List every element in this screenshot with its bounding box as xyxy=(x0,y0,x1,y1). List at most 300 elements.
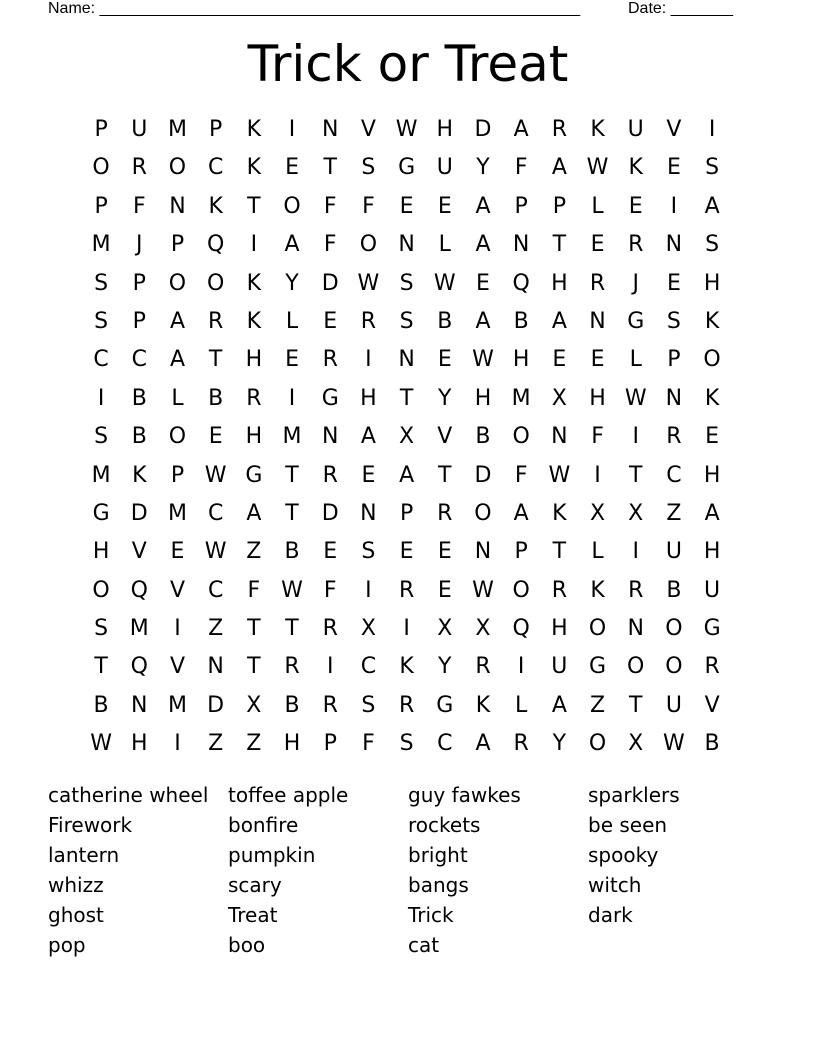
grid-letter: X xyxy=(399,424,415,450)
word-list-item: pumpkin xyxy=(228,843,316,867)
grid-letter: R xyxy=(208,308,224,334)
grid-row xyxy=(82,265,732,303)
grid-letter: W xyxy=(204,462,227,488)
grid-letter: O xyxy=(359,232,378,258)
grid-letter: T xyxy=(247,654,261,680)
word-list-item: scary xyxy=(228,873,282,897)
grid-letter: W xyxy=(586,155,609,181)
grid-letter: O xyxy=(665,616,683,642)
grid-letter: C xyxy=(437,731,453,757)
grid-row xyxy=(82,610,732,648)
word-list-item: boo xyxy=(228,933,266,957)
grid-letter: U xyxy=(665,539,682,565)
grid-letter: A xyxy=(551,308,567,334)
grid-letter: A xyxy=(704,193,720,219)
grid-letter: O xyxy=(703,347,721,373)
word-list-item: bright xyxy=(408,843,468,867)
grid-letter: Z xyxy=(246,539,262,565)
grid-letter: S xyxy=(94,424,109,450)
grid-letter: H xyxy=(283,731,301,757)
grid-letter: I xyxy=(97,385,105,411)
grid-letter: E xyxy=(437,347,452,373)
word-list-item: ghost xyxy=(48,903,104,927)
grid-letter: D xyxy=(474,117,492,142)
grid-letter: O xyxy=(168,270,187,296)
grid-letter: R xyxy=(322,462,338,488)
grid-letter: A xyxy=(246,500,262,526)
grid-letter: O xyxy=(512,577,530,603)
grid-letter: H xyxy=(512,347,530,373)
grid-letter: F xyxy=(247,577,261,603)
grid-letter: W xyxy=(395,117,418,142)
grid-letter: R xyxy=(398,577,415,603)
grid-letter: L xyxy=(515,692,528,718)
grid-letter: A xyxy=(513,117,529,142)
grid-letter: E xyxy=(590,347,605,373)
grid-letter: E xyxy=(437,193,452,219)
grid-letter: D xyxy=(321,270,339,296)
grid-letter: I xyxy=(708,117,716,142)
grid-row xyxy=(82,725,732,763)
grid-letter: R xyxy=(628,232,644,258)
grid-letter: G xyxy=(92,500,110,526)
grid-letter: F xyxy=(323,232,337,258)
grid-letter: Y xyxy=(476,155,490,181)
grid-letter: I xyxy=(365,347,372,373)
grid-letter: S xyxy=(399,270,414,296)
grid-letter: G xyxy=(436,692,454,718)
grid-letter: L xyxy=(591,539,604,565)
grid-letter: R xyxy=(360,308,377,334)
grid-letter: X xyxy=(475,616,491,642)
grid-letter: D xyxy=(474,462,492,488)
grid-letter: W xyxy=(90,731,112,757)
grid-letter: S xyxy=(705,155,720,181)
grid-letter: E xyxy=(705,424,720,450)
grid-letter: I xyxy=(288,385,296,411)
grid-letter: H xyxy=(703,539,721,565)
grid-letter: U xyxy=(551,654,568,680)
grid-letter: R xyxy=(322,692,338,718)
grid-row xyxy=(82,188,732,226)
grid-letter: S xyxy=(666,308,681,334)
grid-letter: C xyxy=(666,462,682,488)
grid-letter: N xyxy=(627,616,644,642)
grid-letter: H xyxy=(245,424,263,450)
grid-letter: Q xyxy=(512,270,530,296)
grid-letter: B xyxy=(666,577,682,603)
grid-letter: R xyxy=(437,500,453,526)
grid-letter: N xyxy=(321,117,339,142)
grid-letter: N xyxy=(169,193,186,219)
grid-letter: K xyxy=(590,577,605,603)
grid-letter: T xyxy=(399,385,414,411)
grid-letter: R xyxy=(704,654,720,680)
grid-letter: H xyxy=(436,117,454,142)
grid-letter: B xyxy=(131,385,147,411)
grid-letter: A xyxy=(284,232,300,258)
grid-letter: F xyxy=(514,155,528,181)
grid-letter: E xyxy=(552,347,567,373)
grid-letter: I xyxy=(174,616,181,642)
grid-letter: Z xyxy=(246,731,262,757)
grid-letter: P xyxy=(552,193,566,219)
grid-letter: N xyxy=(398,347,415,373)
word-list-item xyxy=(588,930,768,960)
letter-grid xyxy=(82,111,732,764)
grid-row xyxy=(82,149,732,187)
grid-letter: C xyxy=(360,654,377,680)
grid-letter: W xyxy=(472,577,494,603)
grid-letter: T xyxy=(285,500,299,526)
grid-letter: S xyxy=(399,731,414,757)
grid-letter: E xyxy=(285,155,299,181)
grid-letter: W xyxy=(472,347,494,373)
grid-letter: E xyxy=(476,270,490,296)
word-list-item: pop xyxy=(48,933,86,957)
grid-letter: H xyxy=(703,270,721,296)
grid-letter: P xyxy=(132,270,146,296)
grid-letter: O xyxy=(92,577,110,603)
grid-letter: V xyxy=(360,117,376,142)
grid-letter: Y xyxy=(552,731,567,757)
grid-letter: X xyxy=(360,616,376,642)
grid-letter: L xyxy=(285,308,299,334)
grid-row xyxy=(82,533,732,571)
grid-letter: A xyxy=(360,424,376,450)
grid-letter: X xyxy=(589,500,606,526)
grid-letter: I xyxy=(517,654,525,680)
grid-letter: B xyxy=(131,424,147,450)
grid-letter: X xyxy=(437,616,453,642)
word-list-item: whizz xyxy=(48,873,104,897)
word-list-item: catherine wheel xyxy=(48,783,209,807)
grid-letter: E xyxy=(590,232,605,258)
grid-letter: K xyxy=(208,193,223,219)
word-list-item: Treat xyxy=(228,903,278,927)
grid-letter: P xyxy=(170,232,185,258)
grid-letter: T xyxy=(552,232,567,258)
grid-letter: G xyxy=(245,462,263,488)
grid-letter: S xyxy=(399,308,414,334)
grid-letter: Q xyxy=(130,577,148,603)
grid-letter: S xyxy=(94,616,109,642)
grid-letter: R xyxy=(284,654,300,680)
grid-letter: A xyxy=(704,500,720,526)
grid-letter: R xyxy=(551,117,567,142)
grid-letter: R xyxy=(475,654,491,680)
grid-letter: P xyxy=(323,731,337,757)
grid-letter: E xyxy=(323,539,338,565)
grid-letter: B xyxy=(208,385,224,411)
grid-letter: E xyxy=(437,577,452,603)
grid-letter: N xyxy=(474,539,492,565)
grid-letter: V xyxy=(666,117,682,142)
grid-letter: B xyxy=(284,539,300,565)
grid-letter: Y xyxy=(438,385,452,411)
grid-letter: E xyxy=(361,462,376,488)
word-list-item: dark xyxy=(588,903,633,927)
grid-letter: E xyxy=(399,193,414,219)
grid-letter: E xyxy=(208,424,223,450)
grid-letter: R xyxy=(398,692,415,718)
date-field: Date: _______ xyxy=(628,0,733,17)
grid-letter: V xyxy=(437,424,453,450)
grid-letter: Z xyxy=(666,500,682,526)
grid-letter: O xyxy=(168,424,187,450)
grid-letter: Q xyxy=(206,232,225,258)
grid-row xyxy=(82,380,732,418)
grid-letter: I xyxy=(288,117,296,142)
grid-letter: B xyxy=(284,692,300,718)
grid-letter: D xyxy=(130,500,148,526)
grid-letter: H xyxy=(589,385,606,411)
grid-letter: F xyxy=(514,462,528,488)
grid-letter: I xyxy=(670,193,678,219)
grid-letter: T xyxy=(628,462,643,488)
grid-letter: Z xyxy=(589,692,606,718)
grid-row xyxy=(82,495,732,533)
grid-letter: T xyxy=(208,347,223,373)
grid-letter: O xyxy=(283,193,301,219)
name-field: Name: ______________________________________________________ xyxy=(48,0,581,17)
grid-letter: T xyxy=(323,155,337,181)
grid-letter: M xyxy=(282,424,302,450)
grid-row xyxy=(82,648,732,686)
grid-letter: R xyxy=(628,577,644,603)
grid-letter: P xyxy=(170,462,185,488)
grid-letter: O xyxy=(206,270,225,296)
word-list xyxy=(48,780,778,960)
grid-row xyxy=(82,341,732,379)
grid-letter: A xyxy=(475,308,491,334)
grid-letter: H xyxy=(703,462,721,488)
grid-letter: F xyxy=(362,731,375,757)
grid-letter: E xyxy=(666,155,681,181)
grid-letter: R xyxy=(551,577,567,603)
grid-letter: N xyxy=(551,424,568,450)
word-list-item: sparklers xyxy=(588,783,680,807)
grid-letter: M xyxy=(511,385,531,411)
grid-letter: R xyxy=(513,731,529,757)
grid-letter: E xyxy=(285,347,299,373)
grid-letter: K xyxy=(590,117,605,142)
grid-letter: Q xyxy=(130,654,148,680)
grid-letter: M xyxy=(91,462,111,488)
grid-letter: R xyxy=(131,155,147,181)
grid-letter: W xyxy=(624,385,647,411)
grid-letter: H xyxy=(245,347,263,373)
grid-letter: H xyxy=(131,731,148,757)
grid-letter: H xyxy=(92,539,110,565)
grid-letter: I xyxy=(326,654,334,680)
header xyxy=(48,0,740,20)
grid-letter: N xyxy=(207,654,224,680)
grid-letter: Y xyxy=(285,270,299,296)
grid-letter: C xyxy=(131,347,147,373)
grid-letter: A xyxy=(551,155,567,181)
grid-letter: A xyxy=(399,462,415,488)
grid-row xyxy=(82,687,732,725)
grid-letter: G xyxy=(589,654,607,680)
grid-letter: S xyxy=(361,539,376,565)
grid-letter: N xyxy=(512,232,530,258)
grid-letter: G xyxy=(627,308,645,334)
grid-letter: E xyxy=(666,270,681,296)
grid-letter: B xyxy=(475,424,491,450)
grid-letter: O xyxy=(665,654,683,680)
grid-letter: I xyxy=(365,577,372,603)
word-list-item: bangs xyxy=(408,873,469,897)
grid-letter: R xyxy=(322,347,338,373)
word-list-item: spooky xyxy=(588,843,659,867)
grid-letter: R xyxy=(322,616,338,642)
grid-letter: M xyxy=(167,117,187,142)
grid-letter: D xyxy=(207,692,225,718)
grid-letter: A xyxy=(169,347,185,373)
word-list-item: Firework xyxy=(48,813,133,837)
grid-letter: P xyxy=(209,117,223,142)
grid-letter: U xyxy=(131,117,148,142)
grid-letter: P xyxy=(94,117,108,142)
grid-letter: U xyxy=(665,692,682,718)
grid-letter: V xyxy=(169,654,185,680)
grid-letter: D xyxy=(321,500,339,526)
grid-letter: C xyxy=(207,500,224,526)
grid-letter: N xyxy=(321,424,339,450)
grid-letter: M xyxy=(167,500,187,526)
grid-letter: P xyxy=(132,308,146,334)
grid-letter: J xyxy=(136,232,143,258)
grid-letter: H xyxy=(551,270,568,296)
grid-row xyxy=(82,457,732,495)
grid-letter: L xyxy=(171,385,184,411)
grid-letter: M xyxy=(167,692,187,718)
grid-letter: Z xyxy=(208,616,224,642)
word-list-item: be seen xyxy=(588,813,668,837)
grid-letter: T xyxy=(285,462,299,488)
grid-row xyxy=(82,572,732,610)
grid-letter: F xyxy=(362,193,375,219)
grid-letter: K xyxy=(399,654,414,680)
word-list-item: cat xyxy=(408,933,440,957)
grid-letter: F xyxy=(323,193,337,219)
grid-letter: S xyxy=(361,692,376,718)
grid-letter: K xyxy=(475,692,491,718)
grid-letter: U xyxy=(704,577,721,603)
grid-letter: H xyxy=(551,616,568,642)
word-list-item: rockets xyxy=(408,813,481,837)
grid-letter: K xyxy=(246,270,262,296)
grid-letter: W xyxy=(204,539,227,565)
grid-letter: S xyxy=(705,232,720,258)
grid-letter: K xyxy=(246,308,262,334)
grid-letter: R xyxy=(246,385,262,411)
word-list-item: Trick xyxy=(408,903,454,927)
grid-letter: N xyxy=(131,692,148,718)
grid-letter: R xyxy=(666,424,682,450)
grid-letter: N xyxy=(665,232,683,258)
grid-letter: S xyxy=(94,270,109,296)
grid-letter: O xyxy=(168,155,187,181)
grid-letter: V xyxy=(169,577,185,603)
grid-letter: N xyxy=(398,232,415,258)
grid-letter: T xyxy=(552,539,567,565)
grid-letter: X xyxy=(628,500,644,526)
grid-letter: W xyxy=(548,462,571,488)
grid-letter: F xyxy=(323,577,337,603)
grid-letter: K xyxy=(552,500,567,526)
grid-letter: A xyxy=(475,232,491,258)
grid-letter: O xyxy=(474,500,492,526)
grid-letter: T xyxy=(285,616,299,642)
grid-letter: A xyxy=(551,692,567,718)
grid-letter: E xyxy=(170,539,185,565)
grid-letter: N xyxy=(360,500,377,526)
grid-letter: K xyxy=(628,155,643,181)
grid-letter: I xyxy=(594,462,601,488)
grid-letter: L xyxy=(591,193,604,219)
grid-letter: K xyxy=(704,385,720,411)
grid-letter: L xyxy=(438,232,451,258)
grid-letter: F xyxy=(591,424,604,450)
grid-letter: M xyxy=(129,616,149,642)
grid-letter: V xyxy=(131,539,147,565)
grid-letter: X xyxy=(551,385,567,411)
grid-letter: Z xyxy=(208,731,224,757)
grid-letter: X xyxy=(628,731,644,757)
grid-letter: P xyxy=(94,193,108,219)
grid-letter: B xyxy=(437,308,453,334)
word-list-item: toffee apple xyxy=(228,783,349,807)
grid-letter: U xyxy=(627,117,644,142)
grid-letter: R xyxy=(589,270,606,296)
grid-letter: A xyxy=(475,193,491,219)
word-list-item: witch xyxy=(588,873,642,897)
grid-letter: Q xyxy=(512,616,530,642)
grid-letter: B xyxy=(704,731,720,757)
grid-letter: T xyxy=(94,654,108,680)
grid-letter: V xyxy=(704,692,720,718)
grid-letter: I xyxy=(174,731,181,757)
grid-row xyxy=(82,303,732,341)
grid-letter: B xyxy=(513,308,529,334)
grid-letter: J xyxy=(632,270,639,296)
grid-letter: I xyxy=(250,232,258,258)
page-title: Trick or Treat xyxy=(247,35,569,93)
grid-letter: O xyxy=(627,654,645,680)
grid-letter: P xyxy=(514,193,528,219)
grid-letter: E xyxy=(399,539,414,565)
grid-letter: W xyxy=(433,270,456,296)
grid-letter: G xyxy=(703,616,721,642)
grid-letter: I xyxy=(403,616,410,642)
grid-letter: K xyxy=(246,155,262,181)
grid-letter: H xyxy=(360,385,377,411)
grid-letter: G xyxy=(321,385,339,411)
grid-letter: T xyxy=(438,462,452,488)
word-list-item: bonfire xyxy=(228,813,299,837)
grid-letter: H xyxy=(474,385,492,411)
grid-letter: U xyxy=(436,155,453,181)
grid-letter: G xyxy=(398,155,416,181)
grid-row xyxy=(82,226,732,264)
grid-letter: S xyxy=(361,155,376,181)
grid-letter: E xyxy=(628,193,643,219)
grid-letter: K xyxy=(704,308,720,334)
grid-letter: O xyxy=(512,424,530,450)
grid-letter: B xyxy=(93,692,109,718)
